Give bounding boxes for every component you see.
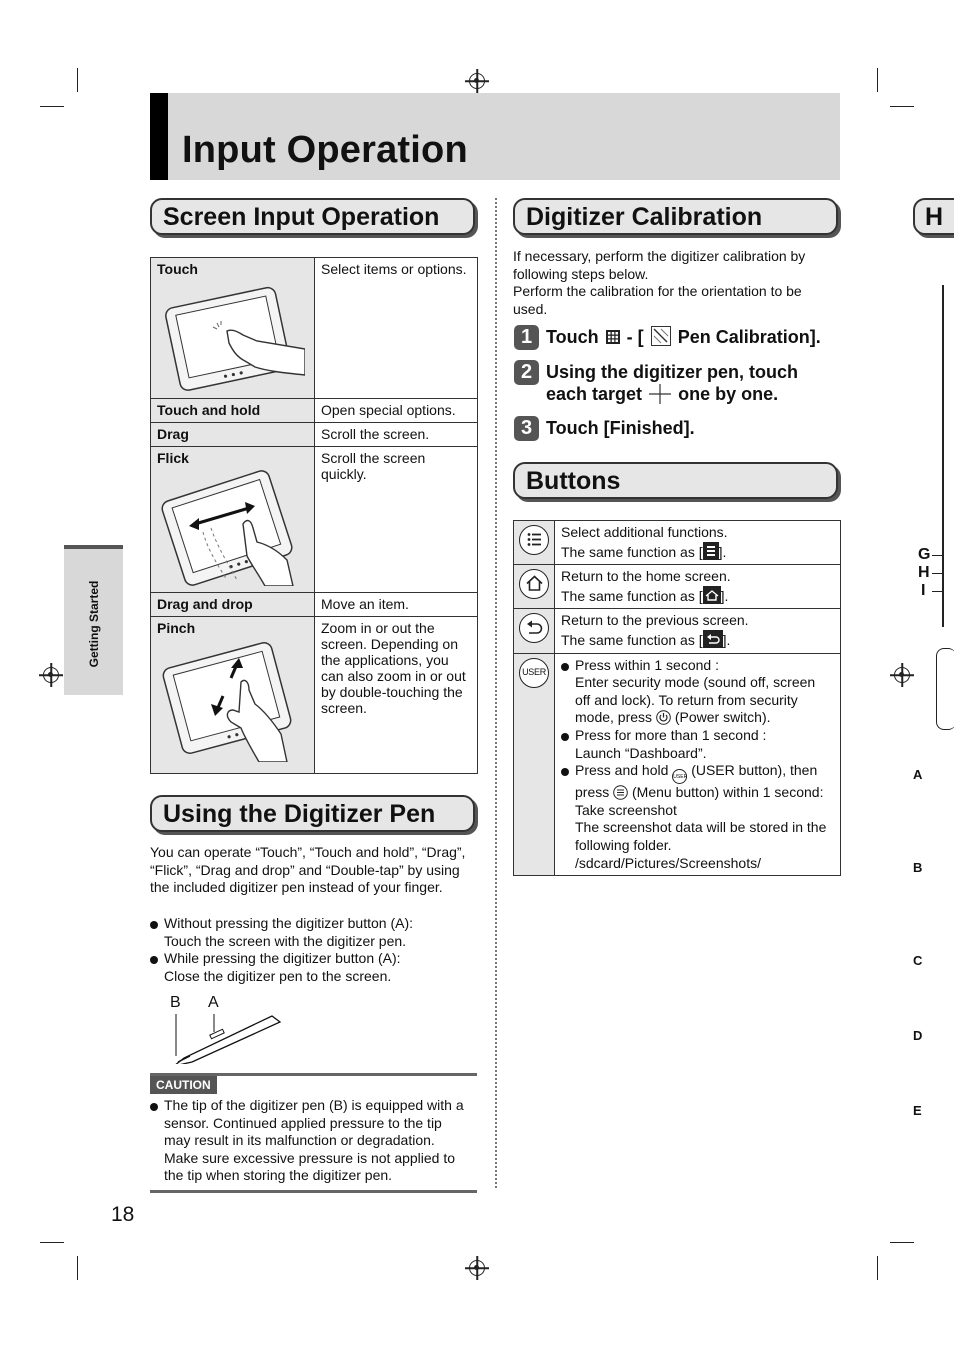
calibration-step: 3 Touch [Finished]. [514, 416, 844, 442]
back-key-icon [703, 630, 723, 648]
gesture-cell: Drag [151, 423, 315, 447]
table-row [151, 447, 478, 593]
caution-label: CAUTION [150, 1076, 217, 1094]
crop-mark [40, 106, 64, 107]
margin-tick [932, 591, 942, 592]
table-row [514, 609, 841, 653]
crop-mark [77, 1256, 78, 1280]
description-cell: Open special options. [315, 399, 478, 423]
next-page-heading-fragment: H [913, 198, 954, 235]
margin-label: I [921, 582, 926, 599]
menu-key-icon [703, 542, 719, 560]
gesture-cell: Touch [151, 258, 315, 399]
gesture-table [150, 257, 478, 774]
home-icon [519, 569, 549, 599]
table-row [151, 423, 478, 447]
side-tab [64, 545, 123, 695]
calibration-intro: Perform the calibration for the orientation to be used. [513, 283, 802, 317]
icon-cell [514, 653, 555, 876]
button-description [555, 653, 841, 876]
pen-calibration-icon [651, 326, 671, 346]
margin-tick [932, 573, 942, 574]
pen-bullet: While pressing the digitizer button (A): Close the digitizer pen to the screen. [150, 950, 472, 985]
user-bullet: Press within 1 second : Enter security mode (sound off, screen off and lock). To return from security mode, press (Power switch). [561, 657, 834, 727]
table-row [514, 521, 841, 565]
side-tab-label: Getting Started [87, 580, 101, 668]
table-row [151, 617, 478, 774]
margin-label: G [918, 546, 931, 563]
table-row [514, 653, 841, 876]
description-cell: Scroll the screen. [315, 423, 478, 447]
flick-illustration-icon [157, 468, 305, 586]
digitizer-pen-icon [168, 1012, 288, 1064]
description-cell: Select items or options. [315, 258, 478, 399]
gesture-cell: Touch and hold [151, 399, 315, 423]
calibration-step: 1 Touch - [ Pen Calibration]. [514, 325, 844, 351]
pen-label-a: A [208, 994, 219, 1011]
crop-mark [77, 68, 78, 92]
icon-cell [514, 609, 555, 653]
button-description: Return to the previous screen. The same function as [ ]. [555, 609, 841, 653]
registration-mark-icon [894, 667, 910, 683]
pen-bullet: Without pressing the digitizer button (A): Touch the screen with the digitizer pen. [150, 915, 472, 950]
crop-mark [890, 1242, 914, 1243]
margin-tick [932, 555, 942, 556]
pinch-illustration-icon [157, 638, 305, 762]
calibration-intro: If necessary, perform the digitizer calibration by following steps below. [513, 248, 806, 282]
column-divider [495, 198, 497, 1188]
section-heading-digitizer-pen: Using the Digitizer Pen [150, 795, 475, 832]
home-key-icon [703, 586, 721, 604]
crop-mark [877, 68, 878, 92]
crop-mark [890, 106, 914, 107]
apps-grid-icon [606, 330, 620, 344]
table-row [514, 565, 841, 609]
user-small-icon: USER [672, 769, 687, 784]
back-icon [519, 613, 549, 643]
margin-rule [942, 285, 944, 627]
title-bar [150, 93, 840, 180]
target-crosshair-icon [649, 384, 671, 404]
bullet-dot [150, 921, 158, 929]
description-cell: Scroll the screen quickly. [315, 447, 478, 593]
gesture-cell: Flick [151, 447, 315, 593]
pen-label-b: B [170, 994, 181, 1011]
menu-icon [519, 525, 549, 555]
bullet-dot [561, 768, 569, 776]
table-row [151, 593, 478, 617]
button-description: Select additional functions. The same function as [ ]. [555, 521, 841, 565]
margin-letter: B [913, 860, 923, 875]
registration-mark-icon [43, 667, 59, 683]
description-cell: Zoom in or out the screen. Depending on the applications, you can also zoom in or out by double-touching the screen. [315, 617, 478, 774]
bullet-dot [561, 733, 569, 741]
margin-label: H [918, 564, 930, 581]
bullet-dot [150, 1103, 158, 1111]
button-description: Return to the home screen. The same function as [ ]. [555, 565, 841, 609]
bullet-dot [150, 956, 158, 964]
crop-mark [40, 1242, 64, 1243]
margin-letter: A [913, 767, 923, 782]
margin-letter: E [913, 1103, 922, 1118]
power-icon [656, 710, 671, 725]
table-row [151, 399, 478, 423]
page-title: Input Operation [182, 129, 468, 171]
user-bullet: Press and hold USER (USER button), then press (Menu button) within 1 second: Take screenshot The screenshot data will be stored in the following folder. /sdcard/Pictures/Screenshots/ [561, 762, 834, 872]
buttons-table [513, 520, 841, 876]
registration-mark-icon [469, 1260, 485, 1276]
table-row [151, 258, 478, 399]
gesture-cell: Pinch [151, 617, 315, 774]
user-bullet: Press for more than 1 second : Launch “Dashboard”. [561, 727, 834, 762]
margin-bracket [936, 648, 954, 730]
icon-cell [514, 565, 555, 609]
touch-illustration-icon [157, 279, 305, 391]
calibration-step: 2 Using the digitizer pen, touch each target one by one. [514, 360, 844, 408]
pen-intro: You can operate “Touch”, “Touch and hold”, “Drag”, “Flick”, “Drag and drop” and “Double-tap” by using the included digitizer pen instead of your finger. [150, 844, 466, 896]
crop-mark [877, 1256, 878, 1280]
caution-rule [150, 1190, 477, 1193]
margin-letter: D [913, 1028, 923, 1043]
description-cell: Move an item. [315, 593, 478, 617]
title-bar-accent [150, 93, 168, 180]
user-icon: USER [519, 658, 549, 688]
bullet-dot [561, 663, 569, 671]
caution-bullet: The tip of the digitizer pen (B) is equipped with a sensor. Continued applied pressure to the tip may result in its malfunction or degradation. Make sure excessive pressure is not applied to the tip when storing the digitizer pen. [150, 1097, 472, 1185]
gesture-cell: Drag and drop [151, 593, 315, 617]
margin-letter: C [913, 953, 923, 968]
menu-small-icon [613, 785, 628, 800]
section-heading-calibration: Digitizer Calibration [513, 198, 838, 235]
section-heading-screen-input: Screen Input Operation [150, 198, 475, 235]
section-heading-buttons: Buttons [513, 462, 838, 499]
registration-mark-icon [469, 73, 485, 89]
page-number: 18 [111, 1203, 135, 1226]
icon-cell [514, 521, 555, 565]
